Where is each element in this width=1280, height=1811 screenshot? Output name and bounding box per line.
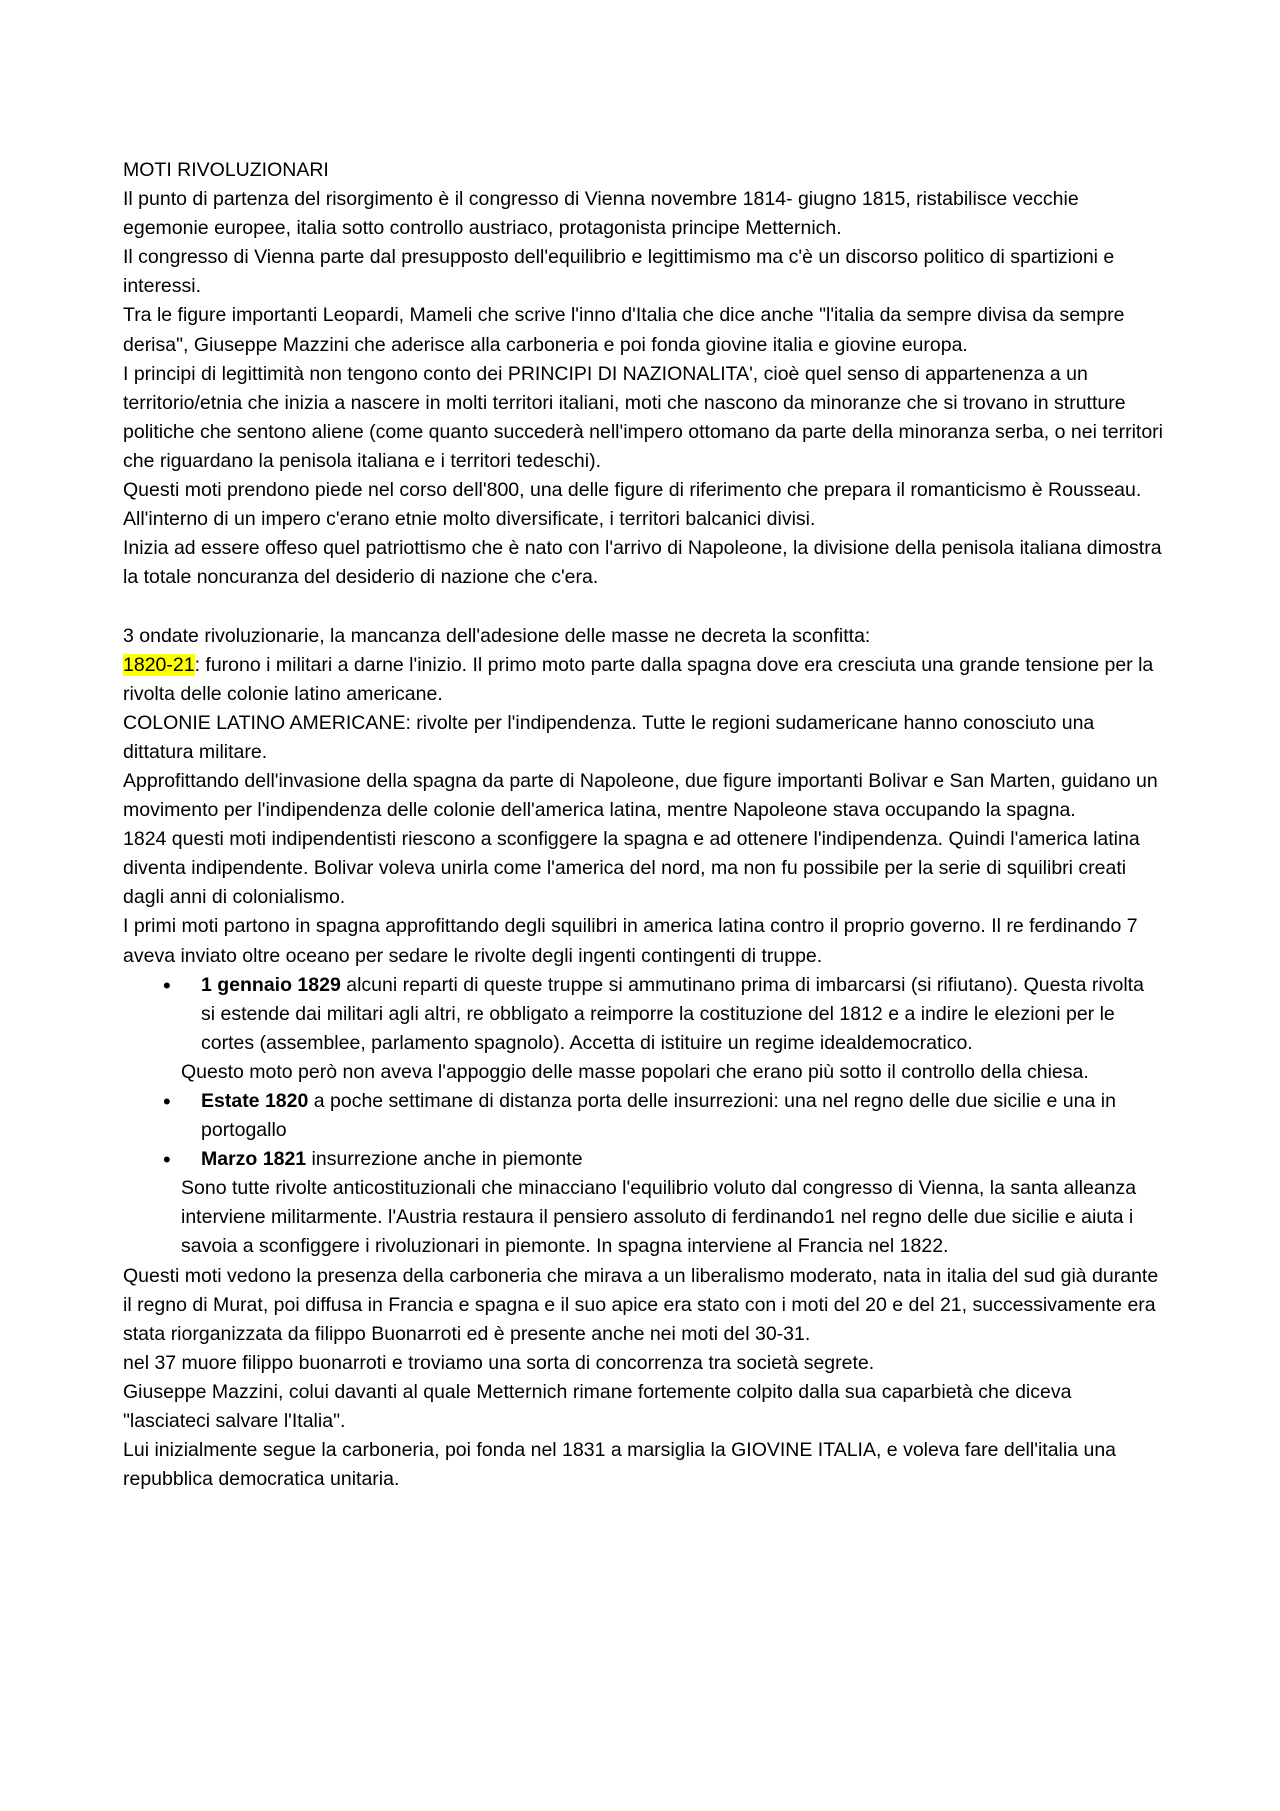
- bullet-list: [123, 971, 1163, 1058]
- paragraph: Il congresso di Vienna parte dal presupposto dell'equilibrio e legittimismo ma c'è un discorso politico di spartizioni e interessi.: [123, 246, 1115, 298]
- document-body: [123, 156, 1163, 1494]
- paragraph: Questi moti vedono la presenza della carboneria che mirava a un liberalismo moderato, nata in italia del sud già durante il regno di Murat, poi diffusa in Francia e spagna e il suo apice era stato con i moti del 20 e del 21, successivamente era stata riorganizzata da filippo Buonarroti ed è presente anche nei moti del 30-31.: [123, 1264, 1159, 1345]
- paragraph: 3 ondate rivoluzionarie, la mancanza dell'adesione delle masse ne decreta la sconfitta:: [123, 624, 871, 647]
- wave1-text: : furono i militari a darne l'inizio. Il primo moto parte dalla spagna dove era cresciuta una grande tensione per la rivolta delle colonie latino americane.: [123, 653, 1154, 705]
- paragraph: Approfittando dell'invasione della spagna da parte di Napoleone, due figure importanti Bolivar e San Marten, guidano un movimento per l'indipendenza delle colonie dell'america latina, mentre Napoleone stava occupando la spagna.: [123, 769, 1158, 822]
- paragraph: I primi moti partono in spagna approfittando degli squilibri in america latina contro il proprio governo. Il re ferdinando 7 aveva inviato oltre oceano per sedare le rivolte degli ingenti contingenti di truppe.: [123, 915, 1138, 967]
- bullet-icon: •: [163, 1147, 171, 1173]
- paragraph: Lui inizialmente segue la carboneria, poi fonda nel 1831 a marsiglia la GIOVINE ITALIA, e voleva fare dell'italia una repubblica democratica unitaria.: [123, 1439, 1117, 1491]
- bullet-date: Estate 1820: [201, 1090, 309, 1112]
- highlighted-date: 1820-21: [123, 653, 195, 676]
- paragraph: Tra le figure importanti Leopardi, Mameli che scrive l'inno d'Italia che dice anche "l'italia da sempre divisa da sempre derisa", Giuseppe Mazzini che aderisce alla carboneria e poi fonda giovine italia e giovine europa.: [123, 304, 1125, 356]
- indented-paragraph: Questo moto però non aveva l'appoggio delle masse popolari che erano più sotto il controllo della chiesa.: [181, 1060, 1089, 1083]
- list-item: [123, 971, 1163, 1058]
- bullet-text: insurrezione anche in piemonte: [306, 1148, 583, 1171]
- list-item: [123, 1145, 1163, 1174]
- paragraph: I principi di legittimità non tengono conto dei PRINCIPI DI NAZIONALITA', cioè quel senso di appartenenza a un territorio/etnia che inizia a nascere in molti territori italiani, moti che nascono da minoranze che si trovano in strutture politiche che sentono aliene (come quanto succederà nell'impero ottomano da parte della minoranza serba, o nei territori che riguardano la penisola italiana e i territori tedeschi).: [123, 362, 1163, 472]
- bullet-list: [123, 1087, 1163, 1174]
- paragraph: Inizia ad essere offeso quel patriottismo che è nato con l'arrivo di Napoleone, la divisione della penisola italiana dimostra la totale noncuranza del desiderio di nazione che c'era.: [123, 537, 1162, 589]
- bullet-text: a poche settimane di distanza porta delle insurrezioni: una nel regno delle due sicilie e una in portogallo: [201, 1090, 1116, 1142]
- paragraph: Giuseppe Mazzini, colui davanti al quale Metternich rimane fortemente colpito dalla sua caparbietà che diceva "lasciateci salvare l'Italia".: [123, 1380, 1072, 1433]
- bullet-icon: •: [163, 972, 171, 998]
- paragraph-wave1: [123, 651, 1163, 709]
- paragraph: 1824 questi moti indipendentisti riescono a sconfiggere la spagna e ad ottenere l'indipendenza. Quindi l'america latina diventa indipendente. Bolivar voleva unirla come l'america del nord, ma non fu possibile per la serie di squilibri creati dagli anni di colonialismo.: [123, 828, 1140, 909]
- bullet-date: 1 gennaio 1829: [201, 973, 341, 996]
- paragraph: All'interno di un impero c'erano etnie molto diversificate, i territori balcanici divisi.: [123, 508, 816, 531]
- bullet-date: Marzo 1821: [201, 1148, 307, 1171]
- paragraph: COLONIE LATINO AMERICANE: rivolte per l'indipendenza. Tutte le regioni sudamericane hanno conosciuto una dittatura militare.: [123, 711, 1095, 763]
- list-item: [123, 1087, 1163, 1145]
- paragraph: nel 37 muore filippo buonarroti e troviamo una sorta di concorrenza tra società segrete.: [123, 1351, 875, 1374]
- paragraph: Il punto di partenza del risorgimento è il congresso di Vienna novembre 1814- giugno 1815, ristabilisce vecchie egemonie europee, italia sotto controllo austriaco, protagonista principe Metternich.: [123, 188, 1079, 240]
- indented-paragraph: Sono tutte rivolte anticostituzionali che minacciano l'equilibrio voluto dal congresso di Vienna, la santa alleanza interviene militarmente. l'Austria restaura il pensiero assoluto di ferdinando1 nel regno delle due sicilie e aiuta i savoia a sconfiggere i rivoluzionari in piemonte. In spagna interviene al Francia nel 1822.: [181, 1177, 1137, 1258]
- bullet-text: alcuni reparti di queste truppe si ammutinano prima di imbarcarsi (si rifiutano). Questa rivolta si estende dai militari agli altri, re obbligato a reimporre la costituzione del 1812 e a indire le elezioni per le cortes (assemblee, parlamento spagnolo). Accetta di istituire un regime idealdemocratico.: [201, 973, 1144, 1054]
- bullet-icon: •: [163, 1089, 171, 1114]
- doc-title: MOTI RIVOLUZIONARI: [123, 159, 329, 181]
- paragraph: Questi moti prendono piede nel corso dell'800, una delle figure di riferimento che prepara il romanticismo è Rousseau.: [123, 479, 1142, 502]
- blank-line: [123, 592, 1163, 621]
